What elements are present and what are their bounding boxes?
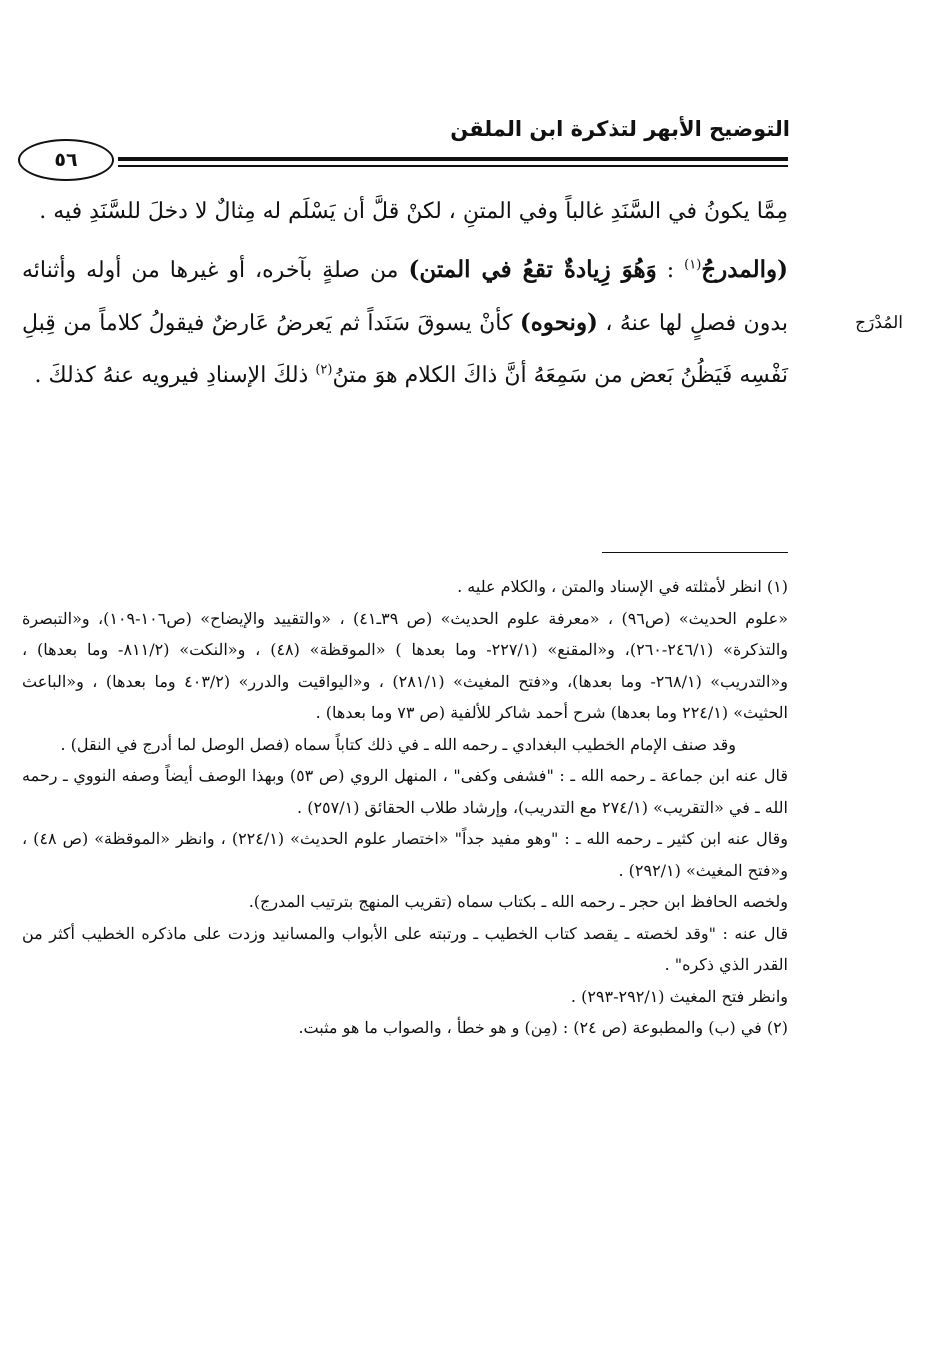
- term-mudraj: (والمدرجُ: [701, 256, 788, 283]
- term-nahwuh: (ونحوه): [519, 309, 598, 336]
- paragraph-2: [22, 244, 788, 402]
- footnote-line: وانظر فتح المغيث (٢٩٢/١-٢٩٣) .: [570, 986, 788, 1006]
- footnote-line: قال عنه : "وقد لخصته ـ يقصد كتاب الخطيب ـ ورتبته على الأبواب والمسانيد وزدت على ماذكره الخطيب أكثر من القدر الذي ذكره" .: [22, 923, 788, 974]
- running-title: التوضيح الأبهر لتذكرة ابن الملقن: [450, 117, 790, 141]
- text-run-3: ذلكَ الإسنادِ فيرويه عنهُ كذلكَ .: [34, 363, 316, 388]
- text-run-2: كأنْ يسوقَ سَنَداً ثم يَعرضُ عَارضٌ فيقولُ كلاماً من قِبلِ نَفْسِه فَيَظُنُ بَعض من سَمِعَهُ أنَّ ذاكَ الكلام هوَ متنُ: [22, 311, 788, 388]
- footnote-separator: [602, 552, 788, 553]
- header-rule-thin: [118, 165, 788, 167]
- footnote-line: (٢) في (ب) والمطبوعة (ص ٢٤) : (مِن) و هو خطأ ، والصواب ما هو مثبت.: [298, 1018, 788, 1037]
- footnote-line: قال عنه ابن جماعة ـ رحمه الله ـ : "فشفى وكفى" ، المنهل الروي (ص ٥٣) وبهذا الوصف أيضاً وصفه النووي ـ رحمه الله ـ في «التقريب» (٢٧٤/١ مع التدريب)، وإرشاد طلاب الحقائق (٢٥٧/١) .: [22, 766, 789, 817]
- footnote-line: وقال عنه ابن كثير ـ رحمه الله ـ : "وهو مفيد جداً" «اختصار علوم الحديث» (٢٢٤/١) ، وانظر «الموقظة» (ص ٤٨) ، و«فتح المغيث» (٢٩٢/١) .: [22, 829, 788, 880]
- footnote-line: ولخصه الحافظ ابن حجر ـ رحمه الله ـ بكتاب سماه (تقريب المنهج بترتيب المدرج).: [248, 892, 788, 911]
- definition: وَهُوَ زِيادةٌ تقعُ في المتن): [408, 256, 657, 283]
- header-rule-thick: [118, 157, 788, 161]
- footnote-line: (١) انظر لأمثلته في الإسناد والمتن ، والكلام عليه .: [457, 577, 788, 596]
- text-run-1: من صلةٍ بآخره، أو غيرها من أوله وأثنائه بدون فصلٍ لها عنهُ ،: [22, 258, 788, 336]
- footnotes: [22, 571, 788, 1044]
- main-text: [22, 186, 788, 402]
- footnote-line: وقد صنف الإمام الخطيب البغدادي ـ رحمه الله ـ في ذلك كتاباً سماه (فصل الوصل لما أدرج في النقل) .: [60, 734, 736, 754]
- footnote-ref-1: (١): [684, 257, 702, 273]
- page-number-badge: [18, 139, 114, 181]
- footnote-line: «علوم الحديث» (ص٩٦) ، «معرفة علوم الحديث» (ص ٣٩ـ٤١) ، «والتقييد والإيضاح» (ص١٠٦-١٠٩)، و«التبصرة والتذكرة» (٢٤٦/١-٢٦٠)، و«المقنع» (٢٢٧/١- وما بعدها ) «الموقظة» (٤٨) ، و«النكت» (٨١١/٢- وما بعدها) ، و«التدريب» (٢٦٨/١- وما بعدها)، و«فتح المغيث» (٢٨١/١) ، و«اليواقيت والدرر» (٤٠٣/٢ وما بعدها) ، و«الباعث الحثيث» (٢٢٤/١ وما بعدها) شرح أحمد شاكر للألفية (ص ٧٣ وما بعدها) .: [22, 608, 789, 722]
- page-number: ٥٦: [54, 149, 78, 171]
- margin-note: المُدْرَج: [855, 313, 903, 333]
- footnote-ref-2: (٢): [315, 362, 333, 378]
- colon: :: [656, 258, 685, 283]
- paragraph-1: مِمَّا يكونُ في السَّنَدِ غالباً وفي المتنِ ، لكنْ قلَّ أن يَسْلَم له مِثالٌ لا دخلَ للسَّنَدِ فيه .: [39, 199, 788, 224]
